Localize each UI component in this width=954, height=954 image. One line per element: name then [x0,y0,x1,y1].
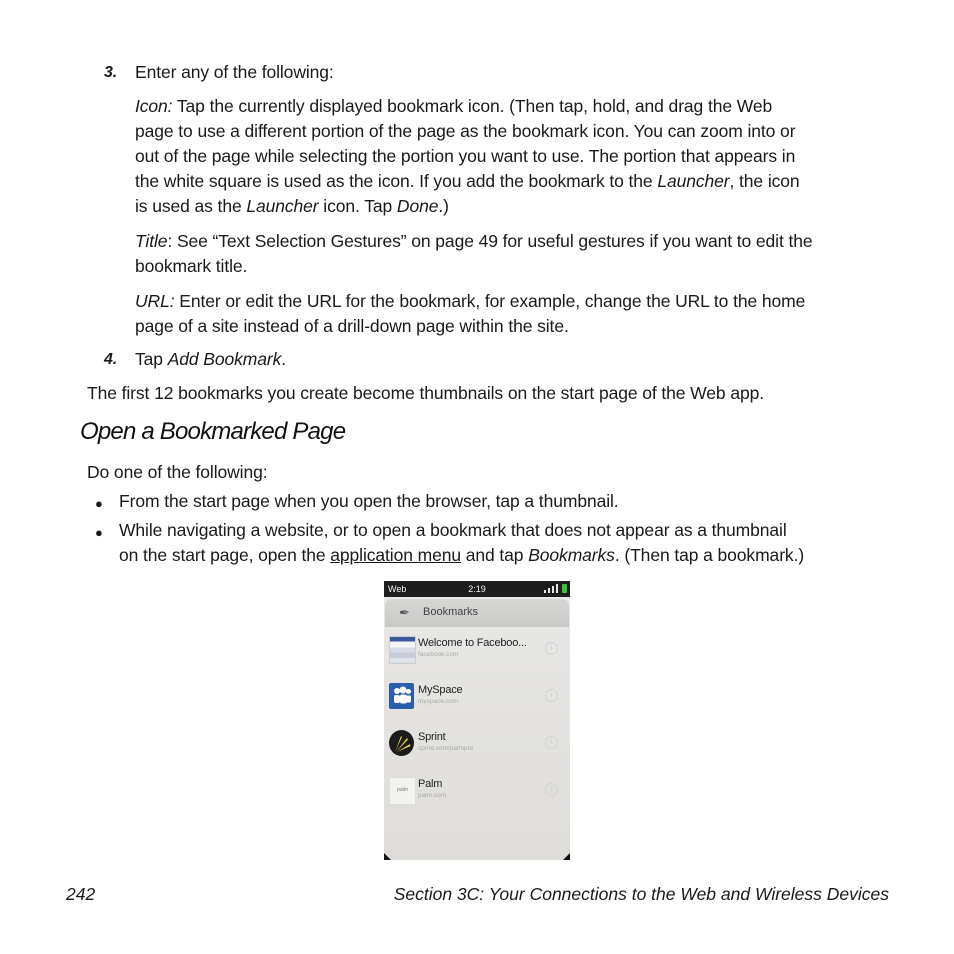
phone-screenshot [384,581,570,860]
sprint-thumb [389,730,414,756]
bookmark-url: palm.com [418,792,447,799]
page-number: 242 [66,884,96,904]
title-text-1: : See “Text Selection Gestures” on page 49 for useful gestures if you want to edit the [167,231,813,251]
signal-battery-icon [544,584,567,593]
icon-term: Icon: [135,96,173,116]
status-bar [384,581,570,597]
launcher-term-2: Launcher [246,196,319,216]
facebook-thumb [389,636,416,664]
status-app-name: Web [388,584,407,594]
icon-text-5a: is used as the [135,196,247,216]
url-paragraph [135,289,887,339]
url-text-1: Enter or edit the URL for the bookmark, for example, change the URL to the home [174,291,806,311]
bookmark-item-myspace[interactable] [384,676,570,723]
section-footer-title: Section 3C: Your Connections to the Web and Wireless Devices [393,884,889,904]
bookmark-title: Palm [418,778,443,790]
bullet-marker-2: ● [95,525,103,540]
bookmark-url: myspace.com [418,698,459,705]
add-bookmark-term: Add Bookmark [167,349,282,369]
icon-text-5b: icon. Tap [318,196,397,216]
screen-corner-right [563,853,570,860]
icon-line-3: out of the page while selecting the portion you want to use. The portion that appears in [135,146,796,166]
application-menu-link[interactable]: application menu [330,545,461,565]
info-icon[interactable]: i [545,783,558,796]
icon-text-4b: , the icon [729,171,800,191]
done-term: Done [396,196,439,216]
icon-line-5 [135,194,887,219]
info-icon[interactable]: i [545,642,558,655]
title-line-2: bookmark title. [135,256,248,276]
bookmark-title: MySpace [418,684,463,696]
bookmark-title: Sprint [418,731,446,743]
bookmarks-header-label: Bookmarks [423,606,479,618]
step-3-intro: Enter any of the following: [135,62,334,82]
status-time: 2:19 [468,584,486,594]
bullet-2-pre: on the start page, open the [119,545,331,565]
step-3-number: 3. [104,64,118,81]
title-line-1 [135,229,887,254]
bookmarks-header [385,599,569,627]
launcher-term: Launcher [657,171,730,191]
icon-line-2: page to use a different portion of the page as the bookmark icon. You can zoom into or [135,121,796,141]
title-paragraph [135,229,887,279]
bookmark-item-facebook[interactable] [384,629,570,676]
icon-text-5c: .) [438,196,449,216]
do-one-text: Do one of the following: [87,462,268,482]
icon-text-4a: the white square is used as the icon. If you add the bookmark to the [135,171,658,191]
step-4-period: . [281,349,287,369]
bookmark-item-palm[interactable] [384,770,570,817]
bookmark-title: Welcome to Faceboo... [418,637,527,649]
url-term: URL: [135,291,175,311]
title-term: Title [135,231,168,251]
icon-text-1: Tap the currently displayed bookmark icon. (Then tap, hold, and drag the Web [172,96,773,116]
summary-text: The first 12 bookmarks you create become thumbnails on the start page of the Web app. [87,383,764,403]
bullet-2-line-2 [119,543,899,568]
info-icon[interactable]: i [545,689,558,702]
bookmark-url: facebook.com [418,651,459,658]
myspace-thumb [389,683,414,709]
step-4-tap: Tap [135,349,168,369]
step-4-number: 4. [104,351,118,368]
info-icon[interactable]: i [545,736,558,749]
bullet-2-post: . (Then tap a bookmark.) [614,545,805,565]
bullet-item-2 [119,518,899,568]
bullet-marker-1: ● [95,496,103,511]
palm-thumb-text: palm [397,787,408,793]
bookmark-feather-icon: ✒ [399,605,410,620]
screen-corner-left [384,853,391,860]
icon-paragraph [135,94,887,219]
bullet-2-mid: and tap [460,545,529,565]
section-heading: Open a Bookmarked Page [80,418,346,445]
icon-line-1 [135,94,887,119]
bullet-2-line-1: While navigating a website, or to open a bookmark that does not appear as a thumbnail [119,520,787,540]
bookmark-item-sprint[interactable] [384,723,570,770]
battery-icon [562,584,567,593]
bullet-item-1: From the start page when you open the browser, tap a thumbnail. [119,491,619,511]
icon-line-4 [135,169,887,194]
bookmark-url: sprint.com/palmpre [418,745,474,752]
url-line-2: page of a site instead of a drill-down page within the site. [135,316,569,336]
palm-thumb [389,777,416,805]
url-line-1 [135,289,887,314]
step-4-text [135,347,887,372]
bookmarks-term: Bookmarks [528,545,615,565]
